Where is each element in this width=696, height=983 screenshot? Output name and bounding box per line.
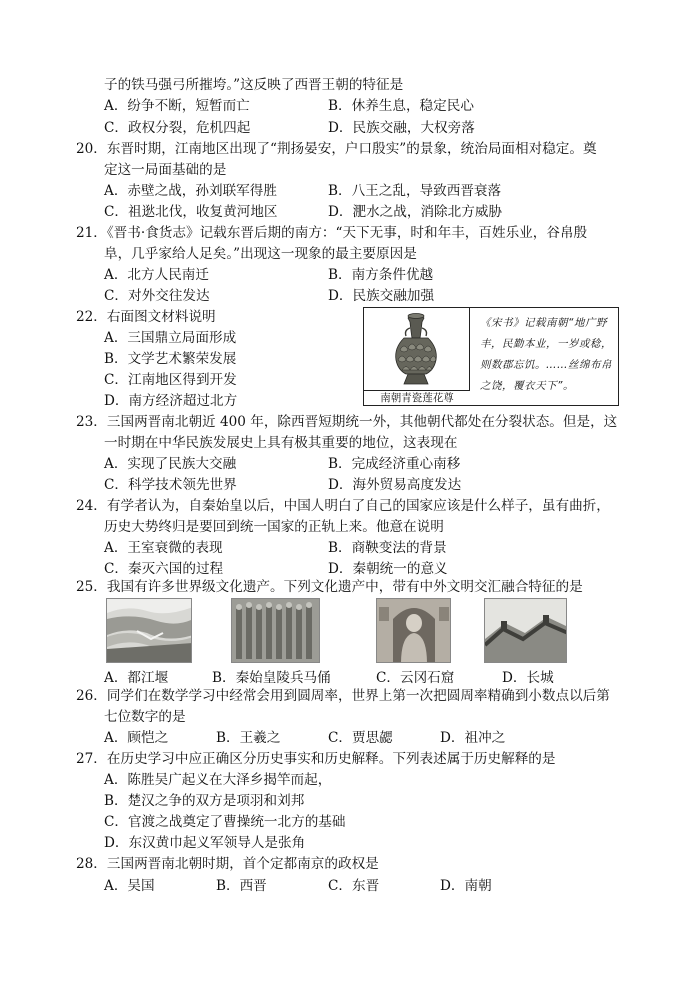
q27-option-a[interactable]: A．陈胜吴广起义在大泽乡揭竿而起， [104,772,332,788]
figure-caption: 南朝青瓷莲花尊 [364,390,470,405]
q22-option-d[interactable]: D．南方经济超过北方 [104,393,238,409]
lotus-vase-icon [364,308,468,388]
q22-option-c[interactable]: C．江南地区得到开发 [104,372,237,388]
q23-option-c[interactable]: C．科学技术领先世界 [104,477,237,493]
dujiangyan-image [106,598,192,663]
q22-figure [363,307,619,406]
q24-stem-line1: 24．有学者认为，自秦始皇以后，中国人明白了自己的国家应该是什么样子，虽有曲折， [76,498,610,514]
q24-stem-line2: 历史大势终归是要回到统一国家的正轨上来。他意在说明 [104,519,444,535]
lotus-vase-photo [364,308,470,405]
terracotta-army-photo-icon [232,599,320,663]
q25-option-c[interactable]: C．云冈石窟 [376,670,455,686]
terracotta-army-image [231,598,320,663]
q23-option-a[interactable]: A．实现了民族大交融 [104,456,237,472]
q24-option-a[interactable]: A．王室衰微的表现 [104,540,223,556]
q22-option-b[interactable]: B．文学艺术繁荣发展 [104,351,237,367]
q23-stem-line1: 23．三国两晋南北朝近 400 年，除西晋短期统一外，其他朝代都处在分裂状态。但是，这 [76,414,618,430]
q24-option-c[interactable]: C．秦灭六国的过程 [104,561,224,577]
q27-option-c[interactable]: C．官渡之战奠定了曹操统一北方的基础 [104,814,346,830]
q27-option-d[interactable]: D．东汉黄巾起义军领导人是张角 [104,835,306,851]
q24-option-b[interactable]: B．商鞅变法的背景 [328,540,447,556]
song-shu-quote: 《宋书》记载南朝“地广野丰，民勤本业，一岁或稔，则数郡忘饥。……丝绵布帛之饶，覆衣天下”。 [480,317,612,392]
q20-option-d[interactable]: D．淝水之战，消除北方威胁 [328,204,503,220]
q20-option-b[interactable]: B．八王之乱，导致西晋衰落 [328,183,502,199]
q25-option-d[interactable]: D．长城 [502,670,554,686]
q21-option-d[interactable]: D．民族交融加强 [328,288,435,304]
q19-option-d[interactable]: D．民族交融，大权旁落 [328,120,475,136]
q19-stem-end: 子的铁马强弓所摧垮。”这反映了西晋王朝的特征是 [104,77,404,93]
q23-option-d[interactable]: D．海外贸易高度发达 [328,477,462,493]
q25-option-a[interactable]: A．都江堰 [104,670,169,686]
q20-stem-line1: 20．东晋时期，江南地区出现了“荆扬晏安，户口殷实”的景象，统治局面相对稳定。奠 [76,141,597,157]
q21-stem-line2: 阜，几乎家给人足矣。”出现这一现象的最主要原因是 [104,246,417,262]
q23-option-b[interactable]: B．完成经济重心南移 [328,456,461,472]
q24-option-d[interactable]: D．秦朝统一的意义 [328,561,448,577]
yungang-grottoes-photo-icon [377,599,451,663]
q26-option-a[interactable]: A．顾恺之 [104,730,169,746]
great-wall-image [484,598,567,663]
great-wall-photo-icon [485,599,567,663]
q19-option-a[interactable]: A．纷争不断，短暂而亡 [104,98,250,114]
q28-stem: 28．三国两晋南北朝时期，首个定都南京的政权是 [76,856,379,872]
q26-option-c[interactable]: C．贾思勰 [328,730,393,746]
q26-option-d[interactable]: D．祖冲之 [440,730,506,746]
q20-stem-line2: 定这一局面基础的是 [104,162,227,178]
q19-option-c[interactable]: C．政权分裂，危机四起 [104,120,251,136]
q28-option-b[interactable]: B．西晋 [216,878,267,894]
q22-option-a[interactable]: A．三国鼎立局面形成 [104,330,237,346]
q21-option-b[interactable]: B．南方条件优越 [328,267,434,283]
q27-stem: 27．在历史学习中应正确区分历史事实和历史解释。下列表述属于历史解释的是 [76,751,556,767]
q21-stem-line1: 21．《晋书·食货志》记载东晋后期的南方：“天下无事，时和年丰，百姓乐业，谷帛殷 [76,225,588,241]
q26-stem-line2: 七位数字的是 [104,709,186,725]
q27-option-b[interactable]: B．楚汉之争的双方是项羽和刘邦 [104,793,305,809]
q28-option-d[interactable]: D．南朝 [440,878,492,894]
q28-option-c[interactable]: C．东晋 [328,878,380,894]
q19-option-b[interactable]: B．休养生息，稳定民心 [328,98,474,114]
yungang-grottoes-image [376,598,451,663]
q25-stem: 25．我国有许多世界级文化遗产。下列文化遗产中，带有中外文明交汇融合特征的是 [76,579,583,595]
q25-option-b[interactable]: B．秦始皇陵兵马俑 [212,670,331,686]
dujiangyan-photo-icon [107,599,192,663]
q26-stem-line1: 26．同学们在数学学习中经常会用到圆周率，世界上第一次把圆周率精确到小数点以后第 [76,688,610,704]
q28-option-a[interactable]: A．吴国 [104,878,155,894]
q23-stem-line2: 一时期在中华民族发展史上具有极其重要的地位，这表现在 [104,435,458,451]
q20-option-c[interactable]: C．祖逖北伐，收复黄河地区 [104,204,278,220]
q21-option-c[interactable]: C．对外交往发达 [104,288,210,304]
q22-stem: 22．右面图文材料说明 [76,309,216,325]
q26-option-b[interactable]: B．王羲之 [216,730,281,746]
q20-option-a[interactable]: A．赤壁之战，孙刘联军得胜 [104,183,277,199]
q21-option-a[interactable]: A．北方人民南迁 [104,267,209,283]
